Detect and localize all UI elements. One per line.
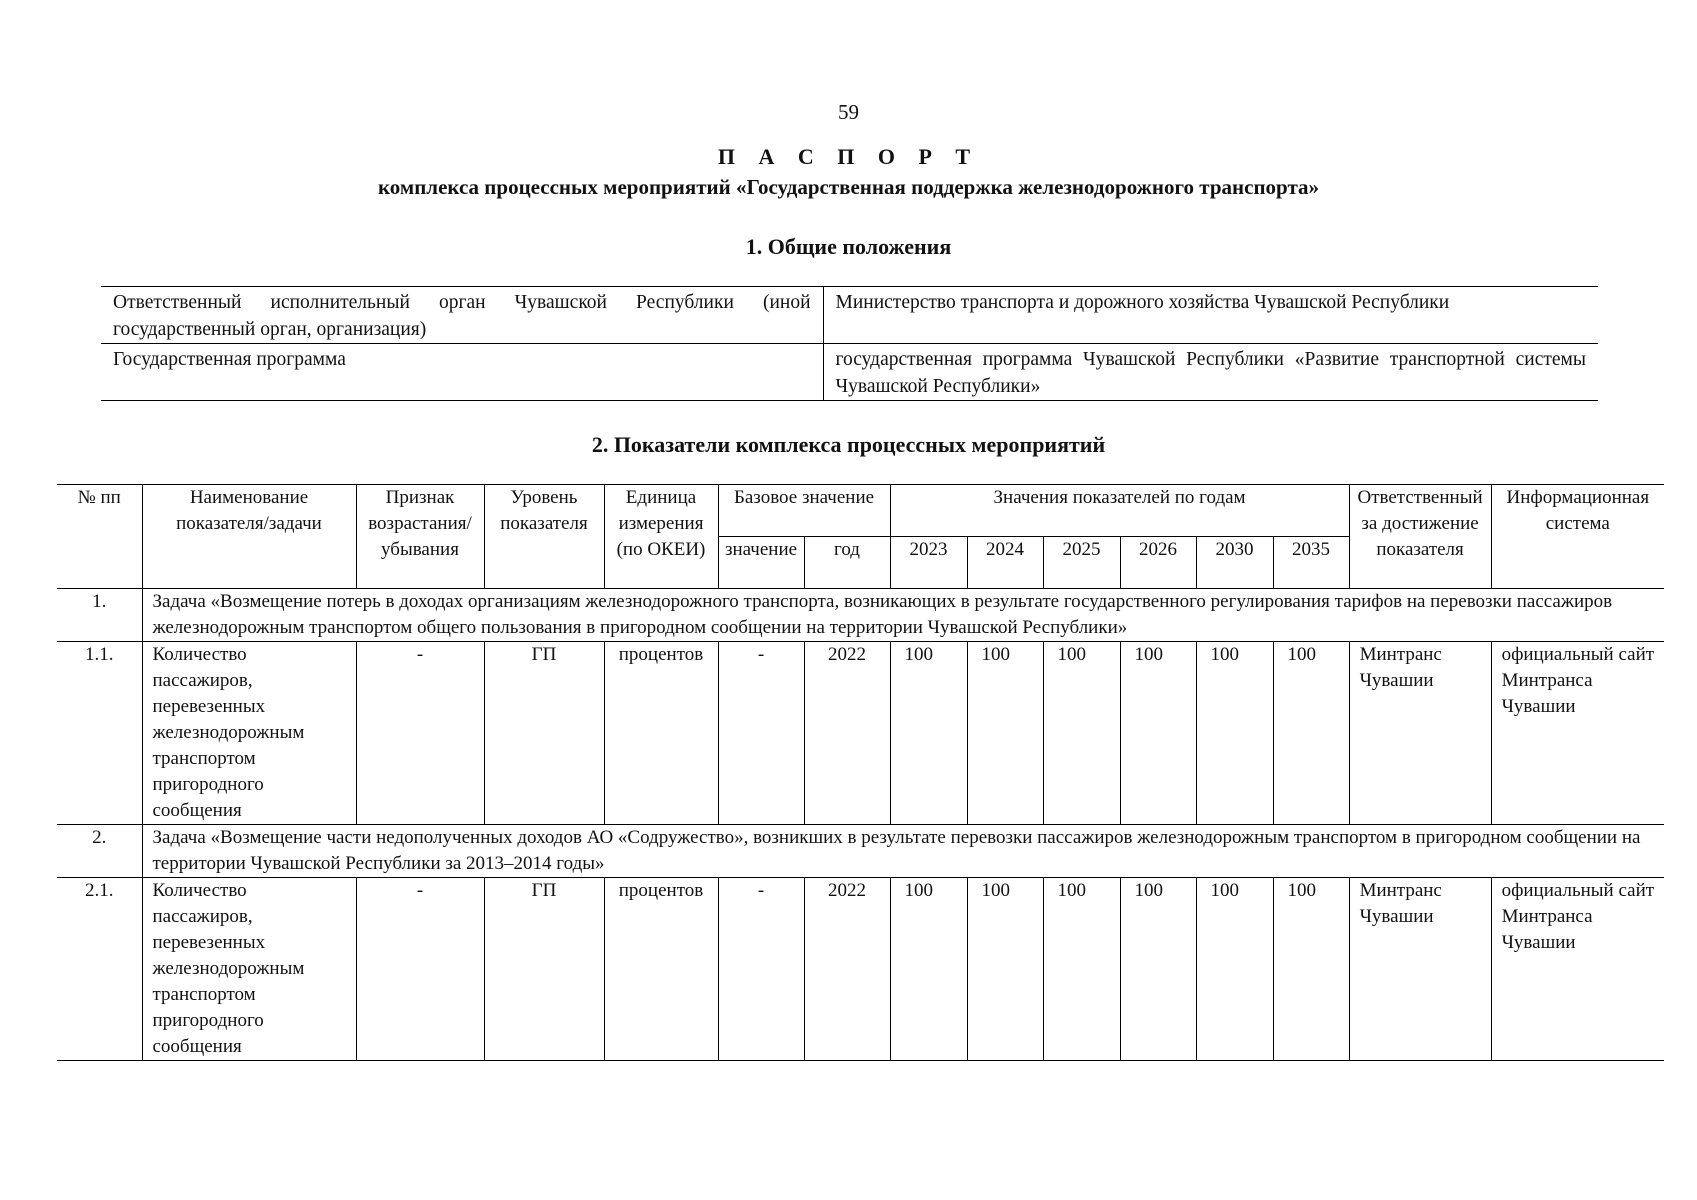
- indicator-unit: процентов: [604, 642, 718, 825]
- indicator-responsible: Минтранс Чувашии: [1349, 642, 1491, 825]
- header-year: 2030: [1196, 537, 1273, 589]
- indicators-table: [57, 484, 1664, 1061]
- general-row: [101, 344, 1598, 401]
- indicator-value-2024: 100: [967, 642, 1043, 825]
- indicator-level: ГП: [484, 878, 604, 1061]
- header-info-system: Информационная система: [1491, 485, 1664, 589]
- indicator-number: 1.1.: [57, 642, 142, 825]
- task-text: Задача «Возмещение потерь в доходах организациям железнодорожного транспорта, возникающих в результате государственного регулирования тарифов на перевозки пассажиров железнодорожным транспортом общего пользования в пригородном сообщении на территории Чувашской Республики»: [142, 589, 1664, 642]
- indicator-level: ГП: [484, 642, 604, 825]
- indicator-number: 2.1.: [57, 878, 142, 1061]
- header-unit: Единица измерения (по ОКЕИ): [604, 485, 718, 589]
- indicator-value-2030: 100: [1196, 642, 1273, 825]
- indicator-name: Количество пассажиров, перевезенных железнодорожным транспортом пригородного сообщения: [142, 642, 356, 825]
- header-base-year: год: [804, 537, 890, 589]
- general-row: [101, 287, 1598, 344]
- indicator-row: [57, 878, 1664, 1061]
- indicator-responsible: Минтранс Чувашии: [1349, 878, 1491, 1061]
- header-values-by-year: Значения показателей по годам: [890, 485, 1349, 537]
- indicator-value-2024: 100: [967, 878, 1043, 1061]
- indicator-name: Количество пассажиров, перевезенных железнодорожным транспортом пригородного сообщения: [142, 878, 356, 1061]
- indicator-value-2023: 100: [890, 642, 967, 825]
- indicator-value-2030: 100: [1196, 878, 1273, 1061]
- general-value: Министерство транспорта и дорожного хозяйства Чувашской Республики: [835, 292, 1450, 313]
- header-name: Наименование показателя/задачи: [142, 485, 356, 589]
- indicator-base-value: -: [718, 642, 804, 825]
- header-year: 2025: [1043, 537, 1120, 589]
- task-text: Задача «Возмещение части недополученных доходов АО «Содружество», возникших в результате перевозки пассажиров железнодорожным транспортом в пригородном сообщении на территории Чувашской Республики за 2013–2014 годы»: [142, 825, 1664, 878]
- header-num: № пп: [57, 485, 142, 589]
- header-responsible: Ответственный за достижение показателя: [1349, 485, 1491, 589]
- general-label: Ответственный исполнительный орган Чувашской Республики (иной государственный орган, организация): [101, 287, 823, 344]
- indicator-base-value: -: [718, 878, 804, 1061]
- header-level: Уровень показателя: [484, 485, 604, 589]
- indicator-value-2023: 100: [890, 878, 967, 1061]
- section2-heading: 2. Показатели комплекса процессных мероприятий: [591, 432, 1106, 457]
- indicator-info-system: официальный сайт Минтранса Чувашии: [1491, 878, 1664, 1061]
- indicator-sign: -: [356, 878, 484, 1061]
- task-row: [57, 589, 1664, 642]
- task-number: 2.: [57, 825, 142, 878]
- header-year: 2023: [890, 537, 967, 589]
- header-base: Базовое значение: [718, 485, 890, 537]
- document-title: П А С П О Р Т: [717, 144, 980, 169]
- indicator-row: [57, 642, 1664, 825]
- general-provisions-table: [101, 286, 1598, 401]
- header-year: 2035: [1273, 537, 1349, 589]
- task-number: 1.: [57, 589, 142, 642]
- indicator-base-year: 2022: [804, 642, 890, 825]
- indicator-value-2035: 100: [1273, 642, 1349, 825]
- document-subtitle: комплекса процессных мероприятий «Государственная поддержка железнодорожного транспорта»: [377, 175, 1320, 199]
- page-number: 59: [838, 100, 859, 124]
- header-row: [57, 485, 1664, 537]
- indicator-value-2026: 100: [1120, 642, 1196, 825]
- indicator-value-2025: 100: [1043, 642, 1120, 825]
- task-row: [57, 825, 1664, 878]
- indicator-value-2026: 100: [1120, 878, 1196, 1061]
- header-base-value: значение: [718, 537, 804, 589]
- section1-heading: 1. Общие положения: [745, 234, 952, 259]
- indicator-sign: -: [356, 642, 484, 825]
- indicator-value-2025: 100: [1043, 878, 1120, 1061]
- indicator-unit: процентов: [604, 878, 718, 1061]
- general-value: государственная программа Чувашской Республики «Развитие транспортной системы Чувашской Республики»: [835, 349, 1586, 397]
- indicator-base-year: 2022: [804, 878, 890, 1061]
- header-year: 2024: [967, 537, 1043, 589]
- header-year: 2026: [1120, 537, 1196, 589]
- indicator-info-system: официальный сайт Минтранса Чувашии: [1491, 642, 1664, 825]
- general-label: Государственная программа: [101, 344, 823, 401]
- header-sign: Признак возрастания/убывания: [356, 485, 484, 589]
- indicator-value-2035: 100: [1273, 878, 1349, 1061]
